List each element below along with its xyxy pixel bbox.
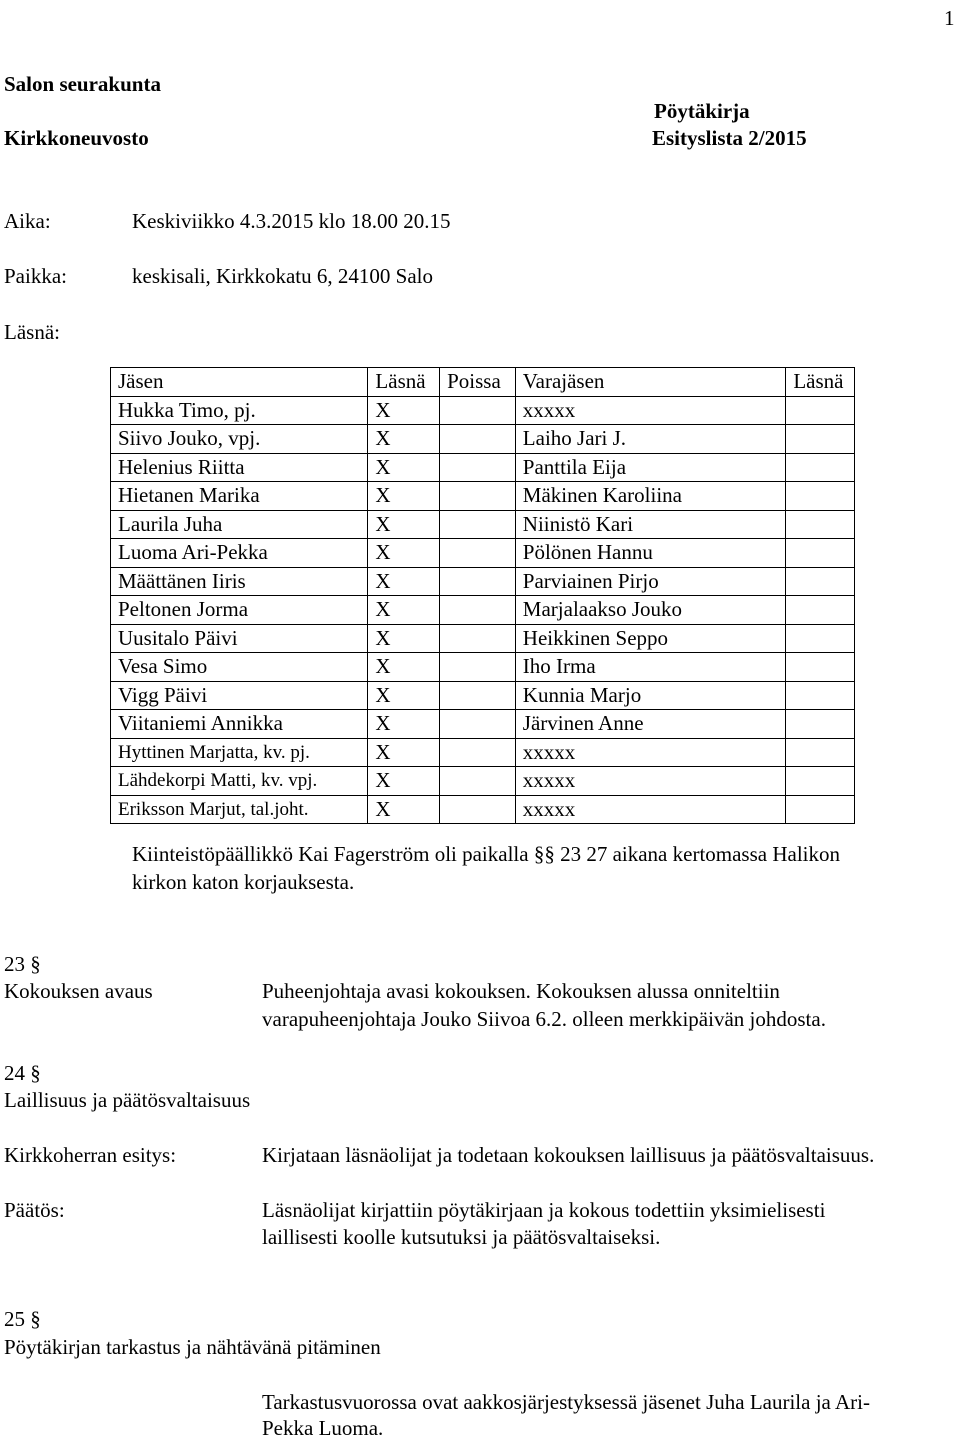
deputy-name: Parviainen Pirjo	[515, 567, 786, 596]
place-value: keskisali, Kirkkokatu 6, 24100 Salo	[132, 264, 433, 288]
absent-mark	[440, 539, 516, 568]
deputy-name: Iho Irma	[515, 653, 786, 682]
absent-mark	[440, 710, 516, 739]
deputy-name: xxxxx	[515, 795, 786, 824]
deputy-present-mark	[786, 567, 855, 596]
document-type: Pöytäkirja	[654, 99, 750, 123]
member-name: Vigg Päivi	[111, 681, 368, 710]
deputy-present-mark	[786, 482, 855, 511]
deputy-present-mark	[786, 539, 855, 568]
absent-mark	[440, 624, 516, 653]
present-mark: X	[368, 567, 440, 596]
deputy-present-mark	[786, 681, 855, 710]
table-row	[111, 738, 855, 767]
deputy-name: Panttila Eija	[515, 453, 786, 482]
deputy-present-mark	[786, 795, 855, 824]
present-mark: X	[368, 425, 440, 454]
table-row	[111, 624, 855, 653]
header-member: Jäsen	[111, 368, 368, 397]
proposal-text: Kirjataan läsnäolijat ja todetaan kokouksen laillisuus ja päätösvaltaisuus.	[262, 1143, 875, 1167]
present-mark: X	[368, 539, 440, 568]
section-25-body-line-1: Tarkastusvuorossa ovat aakkosjärjestyksessä jäsenet Juha Laurila ja Ari-	[262, 1390, 870, 1414]
member-name: Peltonen Jorma	[111, 596, 368, 625]
note-line-1: Kiinteistöpäällikkö Kai Fagerström oli paikalla §§ 23 27 aikana kertomassa Halikon	[132, 842, 841, 866]
table-row	[111, 510, 855, 539]
present-mark: X	[368, 653, 440, 682]
member-name: Helenius Riitta	[111, 453, 368, 482]
deputy-name: Pölönen Hannu	[515, 539, 786, 568]
present-mark: X	[368, 482, 440, 511]
deputy-present-mark	[786, 653, 855, 682]
page-number: 1	[944, 6, 955, 30]
absent-mark	[440, 453, 516, 482]
decision-line-1: Läsnäolijat kirjattiin pöytäkirjaan ja kokous todettiin yksimielisesti	[262, 1198, 826, 1222]
absent-mark	[440, 681, 516, 710]
absent-mark	[440, 510, 516, 539]
place-label: Paikka:	[4, 264, 67, 288]
member-name: Hyttinen Marjatta, kv. pj.	[111, 738, 368, 767]
time-value: Keskiviikko 4.3.2015 klo 18.00 20.15	[132, 209, 451, 233]
header-present: Läsnä	[368, 368, 440, 397]
table-row	[111, 396, 855, 425]
present-mark: X	[368, 510, 440, 539]
member-name: Hukka Timo, pj.	[111, 396, 368, 425]
absent-mark	[440, 653, 516, 682]
member-name: Viitaniemi Annikka	[111, 710, 368, 739]
member-name: Eriksson Marjut, tal.joht.	[111, 795, 368, 824]
present-mark: X	[368, 795, 440, 824]
present-mark: X	[368, 624, 440, 653]
present-mark: X	[368, 596, 440, 625]
organization-name: Salon seurakunta	[4, 72, 161, 96]
section-25-body-line-2: Pekka Luoma.	[262, 1416, 384, 1440]
member-name: Määttänen Iiris	[111, 567, 368, 596]
attendance-table	[110, 367, 855, 824]
member-name: Lähdekorpi Matti, kv. vpj.	[111, 767, 368, 796]
table-row	[111, 681, 855, 710]
section-24-number: 24 §	[4, 1061, 41, 1085]
deputy-present-mark	[786, 510, 855, 539]
header-deputy-present: Läsnä	[786, 368, 855, 397]
decision-label: Päätös:	[4, 1198, 65, 1222]
present-label: Läsnä:	[4, 320, 60, 344]
deputy-present-mark	[786, 710, 855, 739]
deputy-name: xxxxx	[515, 767, 786, 796]
document-id: Esityslista 2/2015	[652, 126, 807, 150]
header-deputy: Varajäsen	[515, 368, 786, 397]
member-name: Siivo Jouko, vpj.	[111, 425, 368, 454]
absent-mark	[440, 738, 516, 767]
table-row	[111, 596, 855, 625]
table-row	[111, 767, 855, 796]
deputy-name: Järvinen Anne	[515, 710, 786, 739]
member-name: Laurila Juha	[111, 510, 368, 539]
table-row	[111, 567, 855, 596]
present-mark: X	[368, 738, 440, 767]
deputy-present-mark	[786, 596, 855, 625]
absent-mark	[440, 482, 516, 511]
deputy-present-mark	[786, 624, 855, 653]
member-name: Luoma Ari-Pekka	[111, 539, 368, 568]
deputy-name: Kunnia Marjo	[515, 681, 786, 710]
deputy-present-mark	[786, 767, 855, 796]
section-23-title: Kokouksen avaus	[4, 979, 153, 1003]
absent-mark	[440, 396, 516, 425]
present-mark: X	[368, 681, 440, 710]
section-23-body-line-1: Puheenjohtaja avasi kokouksen. Kokouksen alussa onniteltiin	[262, 979, 780, 1003]
absent-mark	[440, 425, 516, 454]
deputy-present-mark	[786, 738, 855, 767]
table-header-row	[111, 368, 855, 397]
absent-mark	[440, 567, 516, 596]
member-name: Hietanen Marika	[111, 482, 368, 511]
absent-mark	[440, 795, 516, 824]
deputy-name: Marjalaakso Jouko	[515, 596, 786, 625]
section-23-body-line-2: varapuheenjohtaja Jouko Siivoa 6.2. olleen merkkipäivän johdosta.	[262, 1007, 826, 1031]
table-row	[111, 482, 855, 511]
proposal-label: Kirkkoherran esitys:	[4, 1143, 177, 1167]
member-name: Uusitalo Päivi	[111, 624, 368, 653]
table-row	[111, 653, 855, 682]
governing-body: Kirkkoneuvosto	[4, 126, 149, 150]
section-25-title: Pöytäkirjan tarkastus ja nähtävänä pitäminen	[4, 1335, 381, 1359]
deputy-present-mark	[786, 453, 855, 482]
table-row	[111, 539, 855, 568]
deputy-name: Heikkinen Seppo	[515, 624, 786, 653]
present-mark: X	[368, 710, 440, 739]
present-mark: X	[368, 453, 440, 482]
note-line-2: kirkon katon korjauksesta.	[132, 870, 355, 894]
member-name: Vesa Simo	[111, 653, 368, 682]
deputy-name: xxxxx	[515, 738, 786, 767]
section-24-title: Laillisuus ja päätösvaltaisuus	[4, 1088, 251, 1112]
present-mark: X	[368, 767, 440, 796]
time-label: Aika:	[4, 209, 51, 233]
deputy-name: Mäkinen Karoliina	[515, 482, 786, 511]
decision-line-2: laillisesti koolle kutsutuksi ja päätösvaltaiseksi.	[262, 1225, 661, 1249]
deputy-present-mark	[786, 425, 855, 454]
deputy-present-mark	[786, 396, 855, 425]
present-mark: X	[368, 396, 440, 425]
table-row	[111, 453, 855, 482]
absent-mark	[440, 596, 516, 625]
absent-mark	[440, 767, 516, 796]
table-row	[111, 425, 855, 454]
deputy-name: xxxxx	[515, 396, 786, 425]
deputy-name: Laiho Jari J.	[515, 425, 786, 454]
table-row	[111, 710, 855, 739]
table-row	[111, 795, 855, 824]
section-23-number: 23 §	[4, 952, 41, 976]
section-25-number: 25 §	[4, 1307, 41, 1331]
deputy-name: Niinistö Kari	[515, 510, 786, 539]
header-absent: Poissa	[440, 368, 516, 397]
